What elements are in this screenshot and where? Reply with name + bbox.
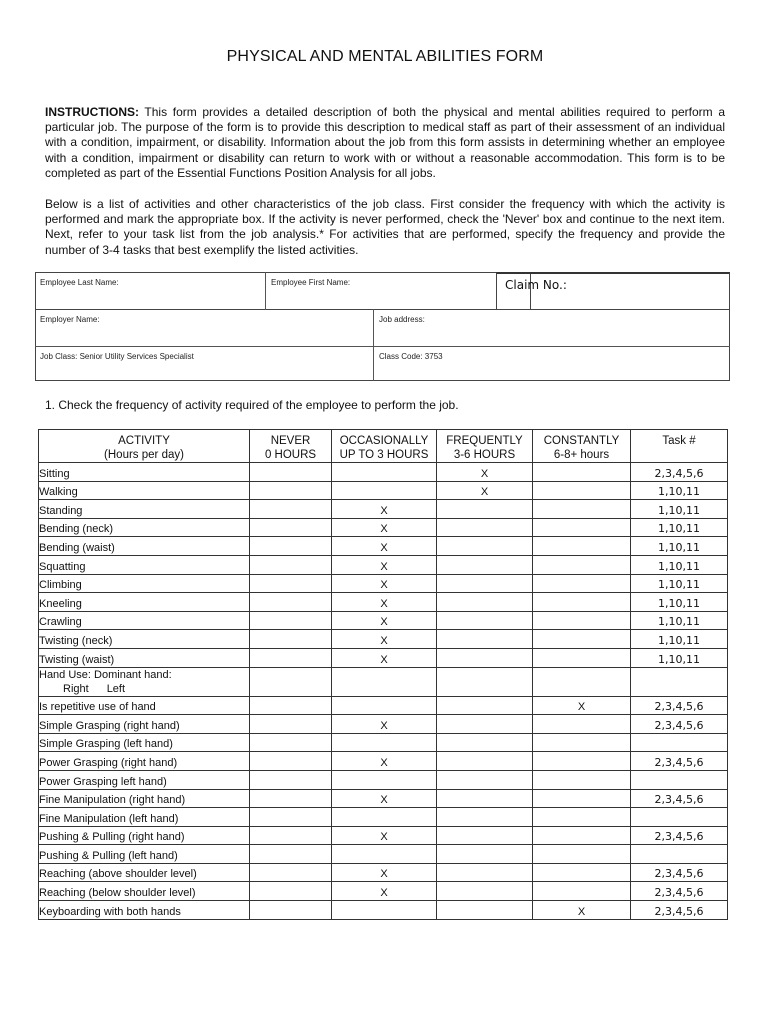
task-number-cell[interactable]: 2,3,4,5,6	[631, 789, 728, 808]
activity-label: Standing	[39, 500, 250, 519]
never-cell[interactable]	[250, 574, 332, 593]
occasionally-cell[interactable]: X	[332, 882, 437, 901]
never-cell[interactable]	[250, 630, 332, 649]
activity-label: Squatting	[39, 555, 250, 574]
occasionally-cell[interactable]	[332, 770, 437, 789]
frequently-cell[interactable]	[437, 845, 533, 864]
frequently-cell[interactable]	[437, 648, 533, 667]
frequently-cell[interactable]: X	[437, 481, 533, 500]
constantly-cell[interactable]	[533, 593, 631, 612]
task-number-cell[interactable]: 1,10,11	[631, 593, 728, 612]
left-option[interactable]: Left	[106, 682, 126, 695]
never-cell[interactable]	[250, 648, 332, 667]
below-paragraph: Below is a list of activities and other characteristics of the job class. First consider the frequency with which the activity is performed and mark the appropriate box. If the activity is never performed, check the 'Never' box and continue to the next item. Next, refer to your task list from the job analysis.* For activities that are performed, specify the frequency and provide the number of 3-4 tasks that best exemplify the listed activities.	[45, 197, 725, 257]
hand-use-label	[39, 667, 250, 696]
frequently-cell[interactable]	[437, 715, 533, 734]
table-row	[39, 593, 728, 612]
activity-label: Fine Manipulation (left hand)	[39, 808, 250, 827]
table-row	[39, 630, 728, 649]
task-number-cell[interactable]	[631, 845, 728, 864]
constantly-cell[interactable]	[533, 574, 631, 593]
table-row	[39, 901, 728, 920]
task-number-cell[interactable]: 2,3,4,5,6	[631, 463, 728, 482]
table-row	[39, 770, 728, 789]
activity-label: Climbing	[39, 574, 250, 593]
form-title: PHYSICAL AND MENTAL ABILITIES FORM	[226, 48, 544, 65]
never-cell[interactable]	[250, 593, 332, 612]
job-class-label: Job Class: Senior Utility Services Specialist	[40, 352, 194, 361]
table-row	[39, 463, 728, 482]
never-cell[interactable]	[250, 845, 332, 864]
empty-cell[interactable]	[332, 667, 437, 696]
table-row	[39, 715, 728, 734]
never-cell[interactable]	[250, 500, 332, 519]
frequently-cell[interactable]	[437, 808, 533, 827]
task-number-cell[interactable]: 1,10,11	[631, 648, 728, 667]
activity-label: Bending (neck)	[39, 518, 250, 537]
constantly-cell[interactable]	[533, 648, 631, 667]
employer-name-label: Employer Name:	[40, 315, 100, 324]
activity-label: Twisting (neck)	[39, 630, 250, 649]
frequently-cell[interactable]	[437, 882, 533, 901]
frequently-cell[interactable]	[437, 770, 533, 789]
occasionally-cell[interactable]: X	[332, 648, 437, 667]
frequently-cell[interactable]	[437, 630, 533, 649]
activity-label: Bending (waist)	[39, 537, 250, 556]
employee-last-name-label: Employee Last Name:	[40, 278, 119, 287]
constantly-cell[interactable]	[533, 826, 631, 845]
frequently-cell[interactable]	[437, 500, 533, 519]
activity-label: Pushing & Pulling (right hand)	[39, 826, 250, 845]
job-address-label: Job address:	[379, 315, 425, 324]
class-code-label: Class Code: 3753	[379, 352, 443, 361]
claim-number-label: Claim No.:	[505, 278, 567, 292]
never-cell[interactable]	[250, 481, 332, 500]
activity-label: Is repetitive use of hand	[39, 696, 250, 715]
frequently-cell[interactable]	[437, 593, 533, 612]
frequently-cell[interactable]: X	[437, 463, 533, 482]
task-number-cell[interactable]: 2,3,4,5,6	[631, 863, 728, 882]
never-cell[interactable]	[250, 696, 332, 715]
constantly-cell[interactable]	[533, 882, 631, 901]
question-1: 1. Check the frequency of activity required of the employee to perform the job.	[45, 398, 459, 412]
task-number-cell[interactable]: 1,10,11	[631, 611, 728, 630]
task-header: Task #	[631, 430, 728, 463]
constantly-cell[interactable]	[533, 770, 631, 789]
task-number-cell[interactable]: 2,3,4,5,6	[631, 752, 728, 771]
never-header: NEVER 0 HOURS	[250, 430, 332, 463]
constantly-cell[interactable]	[533, 500, 631, 519]
occasionally-cell[interactable]: X	[332, 500, 437, 519]
never-cell[interactable]	[250, 537, 332, 556]
activity-label: Simple Grasping (left hand)	[39, 733, 250, 752]
employer-divider	[373, 309, 374, 381]
empty-cell[interactable]	[437, 667, 533, 696]
frequently-cell[interactable]	[437, 518, 533, 537]
constantly-cell[interactable]	[533, 611, 631, 630]
constantly-cell[interactable]	[533, 845, 631, 864]
occasionally-cell[interactable]: X	[332, 518, 437, 537]
never-cell[interactable]	[250, 901, 332, 920]
empty-cell[interactable]	[533, 667, 631, 696]
activity-label: Power Grasping left hand)	[39, 770, 250, 789]
constantly-cell[interactable]	[533, 518, 631, 537]
frequently-cell[interactable]	[437, 537, 533, 556]
occasionally-cell[interactable]	[332, 733, 437, 752]
frequently-cell[interactable]	[437, 826, 533, 845]
table-row	[39, 863, 728, 882]
hand-use-row	[39, 667, 728, 696]
table-row	[39, 752, 728, 771]
constantly-cell[interactable]	[533, 789, 631, 808]
table-row	[39, 882, 728, 901]
task-number-cell[interactable]: 2,3,4,5,6	[631, 715, 728, 734]
activity-label: Twisting (waist)	[39, 648, 250, 667]
occasionally-cell[interactable]: X	[332, 752, 437, 771]
occasionally-cell[interactable]: X	[332, 826, 437, 845]
constantly-cell[interactable]: X	[533, 696, 631, 715]
constantly-header: CONSTANTLY 6-8+ hours	[533, 430, 631, 463]
task-number-cell[interactable]	[631, 808, 728, 827]
activity-label: Crawling	[39, 611, 250, 630]
activity-label: Kneeling	[39, 593, 250, 612]
activity-frequency-table	[38, 429, 728, 920]
frequently-cell[interactable]	[437, 863, 533, 882]
table-row	[39, 733, 728, 752]
task-number-cell[interactable]: 1,10,11	[631, 574, 728, 593]
constantly-cell[interactable]	[533, 537, 631, 556]
task-number-cell[interactable]: 2,3,4,5,6	[631, 826, 728, 845]
occasionally-cell[interactable]: X	[332, 593, 437, 612]
table-row	[39, 574, 728, 593]
activity-label: Simple Grasping (right hand)	[39, 715, 250, 734]
frequently-header: FREQUENTLY 3-6 HOURS	[437, 430, 533, 463]
never-cell[interactable]	[250, 463, 332, 482]
never-cell[interactable]	[250, 518, 332, 537]
activity-label: Fine Manipulation (right hand)	[39, 789, 250, 808]
table-row	[39, 518, 728, 537]
table-row	[39, 555, 728, 574]
frequently-cell[interactable]	[437, 574, 533, 593]
empty-cell[interactable]	[631, 667, 728, 696]
frequently-cell[interactable]	[437, 696, 533, 715]
table-row	[39, 648, 728, 667]
frequently-cell[interactable]	[437, 901, 533, 920]
occasionally-cell[interactable]: X	[332, 574, 437, 593]
activity-label: Power Grasping (right hand)	[39, 752, 250, 771]
table-row	[39, 500, 728, 519]
activity-label: Walking	[39, 481, 250, 500]
occasionally-cell[interactable]: X	[332, 537, 437, 556]
task-number-cell[interactable]: 1,10,11	[631, 500, 728, 519]
occasionally-header: OCCASIONALLY UP TO 3 HOURS	[332, 430, 437, 463]
never-cell[interactable]	[250, 808, 332, 827]
occasionally-cell[interactable]	[332, 901, 437, 920]
hand-use-title: Hand Use: Dominant hand:	[39, 668, 172, 681]
task-number-cell[interactable]: 2,3,4,5,6	[631, 696, 728, 715]
occasionally-cell[interactable]: X	[332, 611, 437, 630]
occasionally-cell[interactable]	[332, 845, 437, 864]
occasionally-cell[interactable]	[332, 463, 437, 482]
constantly-cell[interactable]	[533, 715, 631, 734]
never-cell[interactable]	[250, 863, 332, 882]
never-cell[interactable]	[250, 555, 332, 574]
name-divider	[265, 272, 266, 310]
task-number-cell[interactable]	[631, 770, 728, 789]
constantly-cell[interactable]	[533, 481, 631, 500]
table-row	[39, 826, 728, 845]
activity-label: Sitting	[39, 463, 250, 482]
activity-label: Keyboarding with both hands	[39, 901, 250, 920]
occasionally-cell[interactable]: X	[332, 715, 437, 734]
occasionally-cell[interactable]: X	[332, 789, 437, 808]
never-cell[interactable]	[250, 826, 332, 845]
constantly-cell[interactable]	[533, 752, 631, 771]
task-number-cell[interactable]: 1,10,11	[631, 518, 728, 537]
task-number-cell[interactable]	[631, 733, 728, 752]
constantly-cell[interactable]	[533, 630, 631, 649]
empty-cell[interactable]	[250, 667, 332, 696]
occasionally-cell[interactable]: X	[332, 555, 437, 574]
occasionally-cell[interactable]	[332, 808, 437, 827]
table-row	[39, 808, 728, 827]
frequently-cell[interactable]	[437, 752, 533, 771]
table-row	[39, 537, 728, 556]
constantly-cell[interactable]	[533, 555, 631, 574]
table-header-row	[39, 430, 728, 463]
row-divider	[35, 346, 730, 347]
table-row	[39, 789, 728, 808]
frequently-cell[interactable]	[437, 789, 533, 808]
instructions-label: INSTRUCTIONS:	[45, 105, 139, 119]
activity-header: ACTIVITY (Hours per day)	[39, 430, 250, 463]
never-cell[interactable]	[250, 770, 332, 789]
occasionally-cell[interactable]	[332, 481, 437, 500]
table-row	[39, 481, 728, 500]
never-cell[interactable]	[250, 715, 332, 734]
frequently-cell[interactable]	[437, 733, 533, 752]
constantly-cell[interactable]: X	[533, 901, 631, 920]
activity-label: Pushing & Pulling (left hand)	[39, 845, 250, 864]
never-cell[interactable]	[250, 733, 332, 752]
table-row	[39, 845, 728, 864]
task-number-cell[interactable]: 1,10,11	[631, 481, 728, 500]
frequently-cell[interactable]	[437, 555, 533, 574]
occasionally-cell[interactable]: X	[332, 863, 437, 882]
right-option[interactable]: Right	[63, 682, 89, 695]
never-cell[interactable]	[250, 611, 332, 630]
never-cell[interactable]	[250, 882, 332, 901]
table-row	[39, 611, 728, 630]
constantly-cell[interactable]	[533, 733, 631, 752]
activity-label: Reaching (below shoulder level)	[39, 882, 250, 901]
task-number-cell[interactable]: 1,10,11	[631, 537, 728, 556]
activity-label: Reaching (above shoulder level)	[39, 863, 250, 882]
constantly-cell[interactable]	[533, 863, 631, 882]
task-number-cell[interactable]: 1,10,11	[631, 630, 728, 649]
employee-first-name-label: Employee First Name:	[271, 278, 351, 287]
task-number-cell[interactable]: 2,3,4,5,6	[631, 882, 728, 901]
table-row	[39, 696, 728, 715]
never-cell[interactable]	[250, 789, 332, 808]
never-cell[interactable]	[250, 752, 332, 771]
constantly-cell[interactable]	[533, 463, 631, 482]
instructions-text: This form provides a detailed description of both the physical and mental abilities required to perform a particular job. The purpose of the form is to provide this description to medical staff as part of their assessment of an individual with a condition, impairment, or disability. Information about the job from this form assists in determining whether an employee with a condition, impairment or disability can return to work with or without a reasonable accommodation. This form is to be completed as part of the Essential Functions Position Analysis for all jobs.	[45, 105, 725, 180]
instructions-paragraph	[45, 105, 725, 181]
task-number-cell[interactable]: 1,10,11	[631, 555, 728, 574]
task-number-cell[interactable]: 2,3,4,5,6	[631, 901, 728, 920]
occasionally-cell[interactable]	[332, 696, 437, 715]
occasionally-cell[interactable]: X	[332, 630, 437, 649]
constantly-cell[interactable]	[533, 808, 631, 827]
frequently-cell[interactable]	[437, 611, 533, 630]
